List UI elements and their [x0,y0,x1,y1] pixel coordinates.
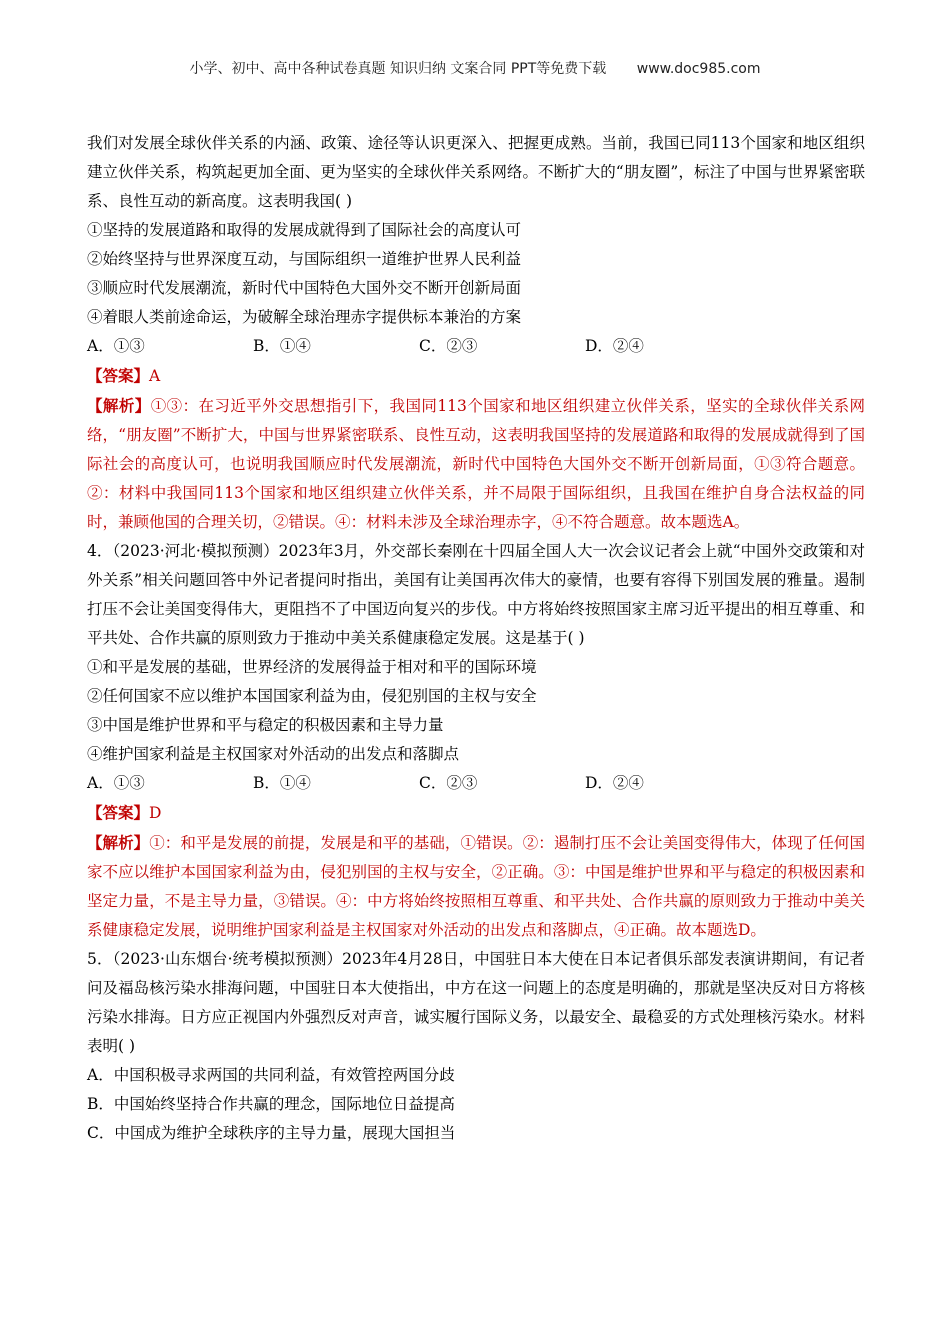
q3-option: B．①④ [253,337,311,355]
q3-option: A．①③ [87,337,145,355]
header-title: 小学、初中、高中各种试卷真题 知识归纳 文案合同 PPT等免费下载 [189,61,607,77]
q3-analysis [87,391,865,537]
q4-item: ④维护国家利益是主权国家对外活动的出发点和落脚点 [87,745,460,763]
q3-item: ④着眼人类前途命运，为破解全球治理赤字提供标本兼治的方案 [87,308,522,326]
answer-value: A [149,367,161,385]
q4-item: ③中国是维护世界和平与稳定的积极因素和主导力量 [87,716,444,734]
analysis-text: ①③：在习近平外交思想指引下，我国同113个国家和地区组织建立伙伴关系，坚实的全球伙伴关系网络，“朋友圈”不断扩大，中国与世界紧密联系、良性互动，这表明我国坚持的发展道路和取得的发展成就得到了国际社会的高度认可，也说明我国顺应时代发展潮流，新时代中国特色大国外交不断开创新局面，①③符合题意。②：材料中我国同113个国家和地区组织建立伙伴关系，并不局限于国际组织，且我国在维护自身合法权益的同时，兼顾他国的合理关切，②错误。④：材料未涉及全球治理赤字，④不符合题意。故本题选A。 [87,397,865,531]
q4-option: A．①③ [87,774,145,792]
q3-options [87,332,865,361]
answer-tag: 【答案】 [87,366,150,385]
q3-item: ②始终坚持与世界深度互动，与国际组织一道维护世界人民利益 [87,250,522,268]
q3-option: D．②④ [585,337,644,355]
page-header [0,58,950,78]
q4-stem: 4．（2023·河北·模拟预测）2023年3月，外交部长秦刚在十四届全国人大一次会议记者会上就“中国外交政策和对外关系”相关问题回答中外记者提问时指出，美国有让美国再次伟大的豪情，也要有容得下别国发展的雅量。遏制打压不会让美国变得伟大，更阻挡不了中国迈向复兴的步伐。中方将始终按照国家主席习近平提出的相互尊重、和平共处、合作共赢的原则致力于推动中美关系健康稳定发展。这是基于( ) [87,542,865,647]
q3-option: C．②③ [419,337,478,355]
q5-choice: A．中国积极寻求两国的共同利益，有效管控两国分歧 [87,1066,455,1084]
q4-answer [87,798,865,828]
q3-item: ①坚持的发展道路和取得的发展成就得到了国际社会的高度认可 [87,221,522,239]
q5-choice: B．中国始终坚持合作共赢的理念，国际地位日益提高 [87,1095,455,1113]
q3-stem: 我们对发展全球伙伴关系的内涵、政策、途径等认识更深入、把握更成熟。当前，我国已同113个国家和地区组织建立伙伴关系，构筑起更加全面、更为坚实的全球伙伴关系网络。不断扩大的“朋友圈”，标注了中国与世界紧密联系、良性互动的新高度。这表明我国( ) [87,134,865,210]
q4-item: ②任何国家不应以维护本国国家利益为由，侵犯别国的主权与安全 [87,687,537,705]
analysis-tag: 【解析】 [87,833,150,852]
q3-answer [87,361,865,391]
q5-stem: 5．（2023·山东烟台·统考模拟预测）2023年4月28日，中国驻日本大使在日本记者俱乐部发表演讲期间，有记者问及福岛核污染水排海问题，中国驻日本大使指出，中方在这一问题上的态度是明确的，那就是坚决反对日方将核污染水排海。日方应正视国内外强烈反对声音，诚实履行国际义务，以最安全、最稳妥的方式处理核污染水。材料表明( ) [87,950,865,1055]
q4-options [87,769,865,798]
q4-option: C．②③ [419,774,478,792]
q3-item: ③顺应时代发展潮流，新时代中国特色大国外交不断开创新局面 [87,279,522,297]
q4-item: ①和平是发展的基础，世界经济的发展得益于相对和平的国际环境 [87,658,537,676]
answer-value: D [149,804,162,822]
answer-tag: 【答案】 [87,803,150,822]
document-body [87,129,865,1148]
q5-choice: C．中国成为维护全球秩序的主导力量，展现大国担当 [87,1124,456,1142]
header-site-link[interactable]: www.doc985.com [636,61,761,77]
q4-analysis [87,828,865,945]
q4-option: B．①④ [253,774,311,792]
analysis-tag: 【解析】 [87,396,151,415]
analysis-text: ①：和平是发展的前提，发展是和平的基础，①错误。②：遏制打压不会让美国变得伟大，体现了任何国家不应以维护本国国家利益为由，侵犯别国的主权与安全，②正确。③：中国是维护世界和平与稳定的积极因素和坚定力量，不是主导力量，③错误。④：中方将始终按照相互尊重、和平共处、合作共赢的原则致力于推动中美关系健康稳定发展，说明维护国家利益是主权国家对外活动的出发点和落脚点，④正确。故本题选D。 [87,834,865,939]
q4-option: D．②④ [585,774,644,792]
